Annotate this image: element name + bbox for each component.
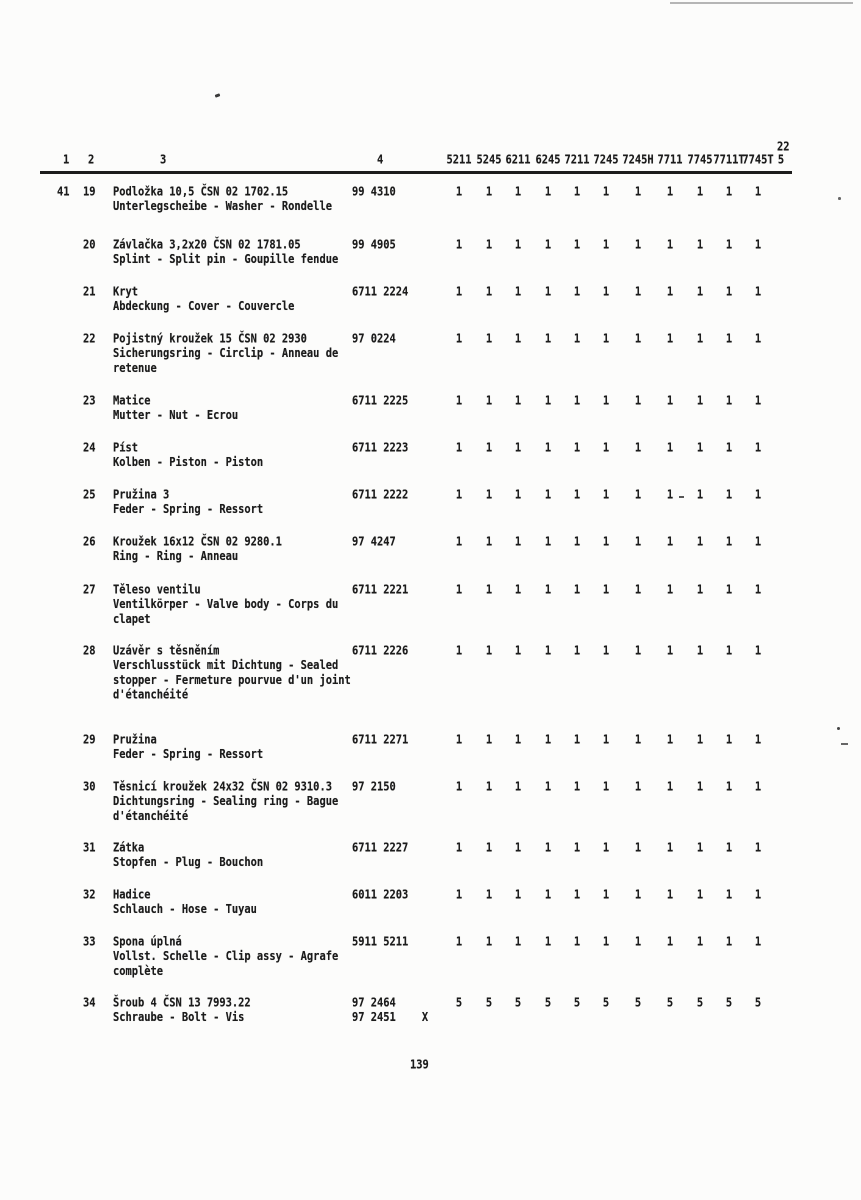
row-description — [113, 238, 338, 267]
part-number: 97 2150 — [352, 780, 396, 795]
qty-cell: 1 — [602, 935, 610, 950]
qty-cell: 1 — [754, 285, 762, 300]
qty-cell: 1 — [634, 733, 642, 748]
qty-cell: 1 — [666, 644, 674, 659]
row-description — [113, 441, 263, 470]
qty-cell: 1 — [696, 888, 704, 903]
qty-cell: 1 — [754, 583, 762, 598]
qty-cell: 5 — [602, 996, 610, 1011]
section-number: 22 — [777, 140, 790, 155]
qty-cell: 1 — [485, 185, 493, 200]
model-column-header: 7211 — [564, 153, 590, 168]
part-number: 97 0224 — [352, 332, 396, 347]
row-item-number: 29 — [83, 733, 96, 748]
qty-cell: 1 — [514, 238, 522, 253]
qty-cell: 1 — [754, 780, 762, 795]
qty-cell: 1 — [573, 441, 581, 456]
qty-cell: 1 — [754, 185, 762, 200]
qty-cell: 1 — [544, 583, 552, 598]
description-line: Unterlegscheibe - Washer - Rondelle — [113, 199, 332, 214]
qty-cell: 1 — [634, 935, 642, 950]
column-header-2: 2 — [88, 153, 95, 168]
qty-cell: 1 — [666, 394, 674, 409]
qty-cell: 1 — [514, 285, 522, 300]
qty-cell: 1 — [573, 394, 581, 409]
part-number: 5911 5211 — [352, 935, 409, 950]
qty-cell: 1 — [514, 733, 522, 748]
qty-cell: 1 — [455, 238, 463, 253]
row-group-number: 41 — [57, 185, 70, 200]
qty-cell: 1 — [514, 332, 522, 347]
qty-cell: 1 — [455, 394, 463, 409]
scan-artifact-speck — [215, 93, 221, 98]
part-number: 6711 2227 — [352, 841, 409, 856]
part-number: 97 4247 — [352, 535, 396, 550]
qty-cell: 1 — [573, 285, 581, 300]
qty-cell: 1 — [573, 535, 581, 550]
description-line: Uzávěr s těsněním — [113, 644, 220, 659]
qty-cell: 1 — [634, 488, 642, 503]
qty-cell: 1 — [754, 441, 762, 456]
qty-cell: 1 — [544, 780, 552, 795]
row-description — [113, 488, 263, 517]
qty-cell: 1 — [544, 888, 552, 903]
qty-cell: 1 — [485, 841, 493, 856]
qty-cell: 1 — [544, 488, 552, 503]
part-number: 97 2451 — [352, 1010, 396, 1025]
qty-cell: 1 — [573, 935, 581, 950]
row-item-number: 30 — [83, 780, 96, 795]
qty-cell: 1 — [696, 733, 704, 748]
description-line: Feder - Spring - Ressort — [113, 747, 264, 762]
model-column-header: 7711 — [657, 153, 683, 168]
description-line: Ring - Ring - Anneau — [113, 549, 239, 564]
qty-cell: 1 — [602, 841, 610, 856]
row-description — [113, 583, 338, 627]
x-mark: X — [421, 1010, 429, 1025]
qty-cell: 1 — [725, 488, 733, 503]
header-rule — [40, 171, 792, 174]
qty-cell: 5 — [514, 996, 522, 1011]
qty-cell: 5 — [573, 996, 581, 1011]
qty-cell: 1 — [634, 285, 642, 300]
qty-cell: 1 — [696, 441, 704, 456]
qty-cell: 1 — [754, 332, 762, 347]
qty-cell: 1 — [666, 488, 674, 503]
qty-cell: 1 — [455, 733, 463, 748]
part-number: 6711 2221 — [352, 583, 409, 598]
qty-cell: 1 — [696, 238, 704, 253]
row-item-number: 33 — [83, 935, 96, 950]
qty-cell: 1 — [573, 888, 581, 903]
qty-cell: 1 — [754, 841, 762, 856]
part-number: 6711 2223 — [352, 441, 409, 456]
row-item-number: 34 — [83, 996, 96, 1011]
qty-cell: 1 — [634, 583, 642, 598]
qty-cell: 1 — [602, 780, 610, 795]
description-line: Dichtungsring - Sealing ring - Bague — [113, 794, 339, 809]
qty-cell: 1 — [602, 332, 610, 347]
part-number: 97 2464 — [352, 996, 396, 1011]
qty-cell: 1 — [666, 841, 674, 856]
qty-cell: 1 — [666, 583, 674, 598]
row-item-number: 24 — [83, 441, 96, 456]
description-line: Schraube - Bolt - Vis — [113, 1010, 245, 1025]
scan-artifact-dot — [837, 727, 840, 730]
qty-cell: 1 — [544, 394, 552, 409]
qty-cell: 1 — [696, 535, 704, 550]
qty-cell: 1 — [696, 394, 704, 409]
row-description — [113, 394, 238, 423]
qty-cell: 1 — [725, 535, 733, 550]
qty-cell: 1 — [485, 238, 493, 253]
row-item-number: 31 — [83, 841, 96, 856]
qty-cell: 1 — [634, 841, 642, 856]
qty-cell: 1 — [602, 394, 610, 409]
qty-cell: 1 — [514, 888, 522, 903]
description-line: Kroužek 16x12 ČSN 02 9280.1 — [113, 535, 282, 550]
model-column-header: 7711T — [713, 153, 745, 168]
qty-cell: 1 — [725, 441, 733, 456]
description-line: Závlačka 3,2x20 ČSN 02 1781.05 — [113, 238, 301, 253]
qty-cell: 1 — [666, 888, 674, 903]
qty-cell: 1 — [514, 644, 522, 659]
qty-cell: 5 — [455, 996, 463, 1011]
qty-cell: 1 — [634, 441, 642, 456]
description-line: Těsnicí kroužek 24x32 ČSN 02 9310.3 — [113, 780, 332, 795]
qty-cell: 1 — [602, 535, 610, 550]
qty-cell: 1 — [666, 535, 674, 550]
part-number: 6711 2225 — [352, 394, 409, 409]
qty-cell: 1 — [634, 238, 642, 253]
qty-cell: 1 — [602, 238, 610, 253]
model-column-header: 7245H — [622, 153, 654, 168]
qty-cell: 1 — [544, 238, 552, 253]
qty-cell: 1 — [754, 733, 762, 748]
description-line: Píst — [113, 441, 139, 456]
description-line: Kryt — [113, 285, 139, 300]
row-description — [113, 996, 251, 1025]
description-line: clapet — [113, 612, 151, 627]
qty-cell: 1 — [725, 394, 733, 409]
description-line: Ventilkörper - Valve body - Corps du — [113, 597, 339, 612]
qty-cell: 1 — [602, 644, 610, 659]
part-number: 6711 2226 — [352, 644, 409, 659]
qty-cell: 1 — [455, 841, 463, 856]
qty-cell: 1 — [514, 841, 522, 856]
qty-cell: 1 — [485, 780, 493, 795]
qty-cell: 1 — [544, 644, 552, 659]
qty-cell: 1 — [696, 780, 704, 795]
qty-cell: 1 — [514, 583, 522, 598]
qty-cell: 5 — [696, 996, 704, 1011]
row-item-number: 26 — [83, 535, 96, 550]
qty-cell: 1 — [696, 185, 704, 200]
qty-cell: 1 — [514, 535, 522, 550]
model-column-header: 6211 — [505, 153, 531, 168]
qty-cell: 1 — [573, 488, 581, 503]
qty-cell: 1 — [455, 935, 463, 950]
qty-cell: 1 — [696, 935, 704, 950]
qty-cell: 1 — [573, 644, 581, 659]
qty-cell: 1 — [725, 238, 733, 253]
qty-cell: 1 — [602, 733, 610, 748]
description-line: Abdeckung - Cover - Couvercle — [113, 299, 295, 314]
model-column-header: 7745T — [742, 153, 774, 168]
scan-artifact-dot — [838, 197, 841, 200]
qty-cell: 1 — [514, 780, 522, 795]
row-description — [113, 332, 338, 376]
row-item-number: 32 — [83, 888, 96, 903]
model-column-header: 7745 — [687, 153, 713, 168]
qty-cell: 1 — [573, 185, 581, 200]
qty-cell: 1 — [696, 332, 704, 347]
column-header-3: 3 — [160, 153, 167, 168]
qty-cell: 1 — [455, 488, 463, 503]
qty-cell: 1 — [754, 394, 762, 409]
qty-cell: 1 — [725, 733, 733, 748]
qty-cell: 1 — [754, 935, 762, 950]
qty-cell: 1 — [455, 285, 463, 300]
description-line: Hadice — [113, 888, 151, 903]
qty-cell: 1 — [485, 644, 493, 659]
qty-cell: 1 — [544, 535, 552, 550]
description-line: Verschlusstück mit Dichtung - Sealed — [113, 658, 339, 673]
qty-cell: 1 — [514, 488, 522, 503]
qty-cell: 1 — [455, 535, 463, 550]
qty-cell: 1 — [485, 888, 493, 903]
qty-cell: 1 — [455, 441, 463, 456]
qty-cell: 1 — [634, 644, 642, 659]
description-line: Pružina — [113, 733, 157, 748]
column-header-4: 4 — [377, 153, 384, 168]
qty-cell: 1 — [485, 935, 493, 950]
qty-cell: 5 — [754, 996, 762, 1011]
qty-cell: 1 — [455, 332, 463, 347]
qty-cell: 1 — [725, 841, 733, 856]
qty-cell: 1 — [455, 185, 463, 200]
row-item-number: 25 — [83, 488, 96, 503]
description-line: Sicherungsring - Circlip - Anneau de — [113, 346, 339, 361]
scan-artifact-topline — [670, 2, 853, 4]
description-line: Vollst. Schelle - Clip assy - Agrafe — [113, 949, 339, 964]
qty-cell: 1 — [602, 441, 610, 456]
qty-cell: 1 — [514, 185, 522, 200]
row-item-number: 19 — [83, 185, 96, 200]
qty-cell: 1 — [666, 285, 674, 300]
row-description — [113, 285, 294, 314]
qty-cell: 1 — [485, 332, 493, 347]
part-number: 6711 2224 — [352, 285, 409, 300]
description-line: d'étanchéité — [113, 809, 189, 824]
model-column-header: 6245 — [535, 153, 561, 168]
description-line: Pružina 3 — [113, 488, 170, 503]
qty-cell: 1 — [696, 488, 704, 503]
description-line: Feder - Spring - Ressort — [113, 502, 264, 517]
qty-cell: 1 — [514, 935, 522, 950]
qty-cell: 1 — [455, 644, 463, 659]
description-line: Matice — [113, 394, 151, 409]
qty-cell: 1 — [544, 733, 552, 748]
qty-cell: 1 — [666, 733, 674, 748]
qty-cell: 5 — [666, 996, 674, 1011]
description-line: stopper - Fermeture pourvue d'un joint — [113, 673, 351, 688]
qty-cell: 1 — [544, 935, 552, 950]
qty-cell: 1 — [725, 583, 733, 598]
model-column-header: 7245 — [593, 153, 619, 168]
qty-cell: 1 — [602, 888, 610, 903]
qty-cell: 1 — [725, 780, 733, 795]
description-line: Stopfen - Plug - Bouchon — [113, 855, 264, 870]
row-item-number: 22 — [83, 332, 96, 347]
part-number: 6711 2271 — [352, 733, 409, 748]
row-item-number: 27 — [83, 583, 96, 598]
qty-cell: 1 — [666, 185, 674, 200]
qty-cell: 1 — [666, 332, 674, 347]
qty-cell: 1 — [725, 332, 733, 347]
description-line: Těleso ventilu — [113, 583, 201, 598]
qty-cell: 1 — [666, 238, 674, 253]
qty-cell: 1 — [696, 583, 704, 598]
column-header-1: 1 — [63, 153, 70, 168]
qty-cell: 1 — [666, 935, 674, 950]
part-number: 6711 2222 — [352, 488, 409, 503]
qty-cell: 1 — [634, 535, 642, 550]
qty-cell: 1 — [634, 780, 642, 795]
qty-cell: 1 — [754, 238, 762, 253]
qty-cell: 1 — [602, 185, 610, 200]
qty-cell: 1 — [485, 535, 493, 550]
description-line: Mutter - Nut - Ecrou — [113, 408, 239, 423]
qty-cell: 1 — [485, 285, 493, 300]
qty-cell: 5 — [544, 996, 552, 1011]
row-description — [113, 888, 257, 917]
description-line: Spona úplná — [113, 935, 182, 950]
qty-cell: 5 — [725, 996, 733, 1011]
row-item-number: 23 — [83, 394, 96, 409]
qty-cell: 1 — [754, 488, 762, 503]
qty-cell: 1 — [514, 394, 522, 409]
part-number: 6011 2203 — [352, 888, 409, 903]
qty-cell: 1 — [602, 583, 610, 598]
qty-cell: 1 — [696, 841, 704, 856]
qty-cell: 1 — [485, 583, 493, 598]
row-description — [113, 535, 282, 564]
model-column-header: 5211 — [446, 153, 472, 168]
qty-cell: 1 — [602, 488, 610, 503]
scan-artifact-dash — [841, 743, 848, 745]
qty-cell: 1 — [634, 185, 642, 200]
row-item-number: 28 — [83, 644, 96, 659]
qty-cell: 1 — [573, 583, 581, 598]
model-column-header: 5245 — [476, 153, 502, 168]
qty-cell: 1 — [696, 285, 704, 300]
qty-cell: 1 — [666, 441, 674, 456]
qty-cell: 1 — [696, 644, 704, 659]
qty-cell: 1 — [573, 841, 581, 856]
qty-cell: 1 — [573, 733, 581, 748]
column-header-5: 5 — [777, 153, 785, 168]
qty-cell: 1 — [602, 285, 610, 300]
qty-cell: 1 — [485, 441, 493, 456]
qty-cell: 1 — [573, 780, 581, 795]
qty-cell: 1 — [754, 535, 762, 550]
qty-cell: 1 — [544, 285, 552, 300]
qty-cell: 1 — [634, 888, 642, 903]
qty-cell: 1 — [725, 888, 733, 903]
qty-cell: 1 — [634, 394, 642, 409]
qty-cell: 1 — [634, 332, 642, 347]
qty-cell: 1 — [544, 332, 552, 347]
page-number: 139 — [410, 1058, 429, 1073]
qty-cell: 5 — [485, 996, 493, 1011]
qty-cell: 1 — [544, 441, 552, 456]
qty-cell: 1 — [573, 238, 581, 253]
qty-cell: 1 — [514, 441, 522, 456]
row-description — [113, 780, 338, 824]
description-line: retenue — [113, 361, 157, 376]
description-line: Kolben - Piston - Piston — [113, 455, 264, 470]
qty-cell: 1 — [544, 841, 552, 856]
description-line: Šroub 4 ČSN 13 7993.22 — [113, 996, 251, 1011]
row-item-number: 20 — [83, 238, 96, 253]
qty-cell: 1 — [544, 185, 552, 200]
description-line: Pojistný kroužek 15 ČSN 02 2930 — [113, 332, 307, 347]
row-item-number: 21 — [83, 285, 96, 300]
qty-cell: 1 — [754, 644, 762, 659]
row-description — [113, 644, 351, 703]
row-description — [113, 185, 332, 214]
row-description — [113, 841, 263, 870]
description-line: Schlauch - Hose - Tuyau — [113, 902, 257, 917]
qty-cell: 1 — [485, 733, 493, 748]
qty-cell: 1 — [754, 888, 762, 903]
qty-cell: 1 — [666, 780, 674, 795]
description-line: Splint - Split pin - Goupille fendue — [113, 252, 339, 267]
qty-cell: 1 — [455, 780, 463, 795]
scan-artifact-dash — [679, 496, 684, 498]
qty-cell: 1 — [455, 888, 463, 903]
description-line: complète — [113, 964, 164, 979]
part-number: 99 4310 — [352, 185, 396, 200]
qty-cell: 1 — [573, 332, 581, 347]
row-description — [113, 733, 263, 762]
description-line: Zátka — [113, 841, 145, 856]
part-number: 99 4905 — [352, 238, 396, 253]
qty-cell: 1 — [485, 488, 493, 503]
qty-cell: 1 — [455, 583, 463, 598]
qty-cell: 1 — [725, 185, 733, 200]
qty-cell: 1 — [485, 394, 493, 409]
description-line: d'étanchéité — [113, 688, 189, 703]
row-description — [113, 935, 338, 979]
description-line: Podložka 10,5 ČSN 02 1702.15 — [113, 185, 289, 200]
qty-cell: 1 — [725, 285, 733, 300]
qty-cell: 1 — [725, 935, 733, 950]
qty-cell: 5 — [634, 996, 642, 1011]
qty-cell: 1 — [725, 644, 733, 659]
